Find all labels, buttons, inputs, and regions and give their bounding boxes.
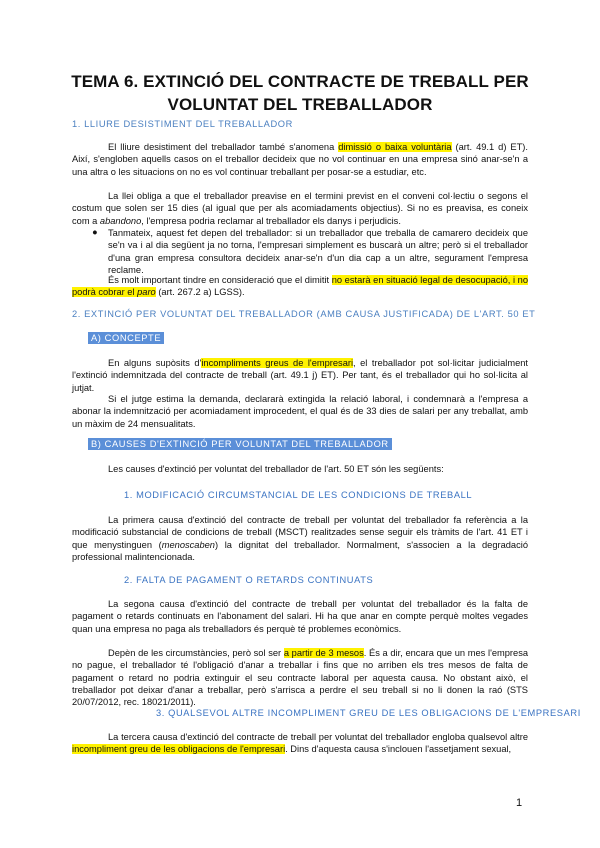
highlight: dimissió o baixa voluntària <box>338 142 452 152</box>
paragraph-a-1: En alguns supòsits d'incompliments greus de l'empresari, el treballador pot sol·licitar judicialment l'extinció indemnitzada del contracte de treball (art. 49.1 j) ET). Per tant, és el treballador qui ho sol·licita al jutjat. <box>72 358 529 393</box>
subsection-b-heading: B) CAUSES D'EXTINCIÓ PER VOLUNTAT DEL TREBALLADOR <box>88 438 392 450</box>
subsection-a-heading: A) CONCEPTE <box>88 332 164 344</box>
paragraph-s1-2: La llei obliga a que el treballador preavise en el termini previst en el conveni col·lectiu o segons el costum que solen ser 15 dies (al igual que per als acomiadaments objectius). Si no es preavisa, es coneix com a abandono, l'empresa podria reclamar al treballador els danys i perjudicis. <box>72 191 528 226</box>
paragraph-a-2: Si el jutge estima la demanda, declararà extingida la relació laboral, i condemnarà a l'empresa a abonar la indemnització per acomiadament improcedent, el qual és de 33 dies de salari per any treballat, amb un màxim de 24 mensualitats. <box>72 394 528 429</box>
bullet-item: Tanmateix, aquest fet depen del treballador: si un treballador que treballa de camarero decideix que se'n va i al dia següent ja no torna, l'empresari simplement es buscarà un altre; però si el treballador d'una gran empresa consultora decideix anar-se'n d'un dia cap a un altre, segurament l'empresa reclame. <box>108 228 528 275</box>
bullet-marker: ● <box>92 227 98 237</box>
cause-2-heading: 2. FALTA DE PAGAMENT O RETARDS CONTINUATS <box>124 575 374 585</box>
highlight: no estarà en situació legal de desocupació, i no podrà cobrar el <box>72 275 528 298</box>
paragraph-b-intro: Les causes d'extinció per voluntat del treballador de l'art. 50 ET són les següents: <box>108 464 444 474</box>
highlight: incompliments greus de l'empresari <box>201 358 354 368</box>
paragraph-cause-2-1: La segona causa d'extinció del contracte de treball per voluntat del treballador és la falta de pagament o retards continuats en l'abonament del salari. Hi ha que anar en compte perquè moltes vegades quan una empresa no paga als treballadors és perquè té problemes econòmics. <box>72 599 528 634</box>
section-2-heading: 2. EXTINCIÓ PER VOLUNTAT DEL TREBALLADOR (AMB CAUSA JUSTIFICADA) DE L'ART. 50 ET <box>72 309 536 319</box>
paragraph-s1-1: El lliure desistiment del treballador també s'anomena dimissió o baixa voluntària (art. 49.1 d) ET). Així, s'engloben aquells casos on el treballor decideix que no vol continuar en una empresa sinó anar-se'n a una altra o les situacions on no es vol continuar treballant per posar-se a estudiar, etc. <box>72 142 528 177</box>
section-1-heading: 1. LLIURE DESISTIMENT DEL TREBALLADOR <box>72 119 293 129</box>
document-title: TEMA 6. EXTINCIÓ DEL CONTRACTE DE TREBALL PER VOLUNTAT DEL TREBALLADOR <box>71 72 529 114</box>
highlight: a partir de 3 mesos <box>283 648 364 658</box>
paragraph-cause-2-2: Depèn de les circumstàncies, però sol ser a partir de 3 mesos. És a dir, encara que un mes l'empresa no pague, el treballador té l'obligació d'anar a treballar i fins que no arriben els tres mesos de falta de pagament o retard no podria extinguir el seu contracte laboral per aquesta causa. No obstant això, el treballador pot deixar d'anar a treballar, però s'arrisca a perdre el seu treball si no li donen la raó (STS 20/07/2012, rec. 18021/2011). <box>72 648 529 708</box>
paragraph-s1-3: És molt important tindre en consideració que el dimitit no estarà en situació legal de desocupació, i no podrà cobrar el paro (art. 267.2 a) LGSS). <box>72 275 528 298</box>
highlight: incompliment greu de les obligacions de l'empresari <box>72 744 286 755</box>
paragraph-cause-1: La primera causa d'extinció del contracte de treball per voluntat del treballador fa referència a la modificació substancial de condicions de treball (MSCT) realitzades sense seguir els tràmits de l'art. 41 ET i que menystinguen (menoscaben) la dignitat del treballador. Normalment, s'associen a la degradació professional malintencionada. <box>72 515 528 562</box>
cause-1-heading: 1. MODIFICACIÓ CIRCUMSTANCIAL DE LES CONDICIONS DE TREBALL <box>124 490 473 500</box>
cause-3-heading: 3. QUALSEVOL ALTRE INCOMPLIMENT GREU DE LES OBLIGACIONS DE L'EMPRESARI <box>156 708 581 718</box>
page-number: 1 <box>516 797 523 809</box>
paragraph-cause-3: La tercera causa d'extinció del contracte de treball per voluntat del treballador engloba qualsevol altre incompliment greu de les obligacions de l'empresari. Dins d'aquesta causa s'inclouen l'assetjament sexual, <box>72 732 528 755</box>
